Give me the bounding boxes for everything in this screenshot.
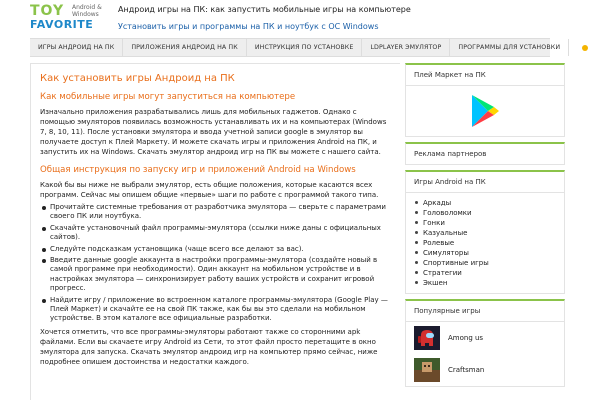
among-us-icon	[414, 326, 440, 350]
category-link[interactable]: Аркады	[414, 198, 556, 208]
article-paragraph: Какой бы вы ниже не выбрали эмулятор, есть общие положения, которые касаются всех программ. Сейчас мы опишем общие «первые» шаги по работе с программой такого типа.	[40, 181, 379, 199]
category-link[interactable]: Спортивные игры	[414, 258, 556, 268]
page-title: Как установить игры Андроид на ПК	[40, 73, 235, 84]
widget-title: Реклама партнеров	[414, 150, 487, 158]
category-link[interactable]: Головоломки	[414, 208, 556, 218]
widget-title: Игры Android на ПК	[406, 172, 564, 193]
games-widget	[405, 170, 565, 294]
main-nav	[30, 38, 561, 57]
craftsman-icon	[414, 358, 440, 382]
site-header	[0, 0, 600, 38]
list-item: Скачайте установочный файл программы-эмулятора (ссылки ниже даны с официальных сайтов).	[40, 224, 392, 243]
logo-subtitle-line1: Android &	[72, 4, 102, 11]
craftsman-thumbnail	[414, 358, 440, 382]
logo-favorite-text: FAVORITE	[30, 18, 94, 31]
logo-toy-text: TOY	[30, 3, 65, 19]
category-link[interactable]: Стратегии	[414, 268, 556, 278]
categories-list	[406, 193, 564, 293]
article-content	[30, 63, 400, 400]
section-heading-1: Как мобильные игры могут запуститься на компьютере	[40, 92, 296, 102]
category-link[interactable]: Гонки	[414, 218, 556, 228]
nav-item-ldplayer[interactable]: LDPLAYER ЭМУЛЯТОР	[362, 39, 450, 56]
category-link[interactable]: Симуляторы	[414, 248, 556, 258]
nav-item-android-apps[interactable]: ПРИЛОЖЕНИЯ АНДРОИД НА ПК	[123, 39, 247, 56]
list-item: Следуйте подсказкам установщика (чаще всего все делают за вас).	[40, 245, 392, 254]
game-title: Craftsman	[448, 366, 485, 374]
play-market-link[interactable]	[406, 86, 564, 136]
steps-list	[40, 203, 392, 324]
list-item: Введите данные google аккаунта в настройки программы-эмулятора (создайте новый в самой программе при необходимости). Один аккаунт на мобильном устройстве и в настройках эмулятора — синхронизирует работу ваших устройств и сохранит игровой прогресс.	[40, 256, 392, 294]
sidebar	[405, 63, 565, 392]
site-tagline: Андроид игры на ПК: как запустить мобильные игры на компьютере	[118, 5, 411, 14]
category-link[interactable]: Казуальные	[414, 228, 556, 238]
nav-item-programs[interactable]: ПРОГРАММЫ ДЛЯ УСТАНОВКИ	[450, 39, 569, 56]
nav-item-android-games[interactable]: ИГРЫ АНДРОИД НА ПК	[30, 39, 123, 56]
nav-item-instructions[interactable]: ИНСТРУКЦИЯ ПО УСТАНОВКЕ	[247, 39, 363, 56]
partners-widget	[405, 142, 565, 165]
logo-subtitle-line2: Windows	[72, 11, 99, 18]
widget-title: Популярные игры	[406, 301, 564, 322]
list-item: Прочитайте системные требования от разработчика эмулятора — сверьте с параметрами своего ПК или ноутбука.	[40, 203, 392, 222]
popular-game-item[interactable]	[406, 322, 564, 354]
site-logo[interactable]	[30, 3, 110, 35]
among-us-thumbnail	[414, 326, 440, 350]
logo-subtitle	[72, 4, 102, 18]
list-item: Найдите игру / приложение во встроенном каталоге программы-эмулятора (Google Play — Плей Маркет) и скачайте ее на свой ПК также, как бы вы это сделали на мобильном устройстве. В этом каталоге все официальные разработки.	[40, 296, 392, 324]
category-link[interactable]: Экшен	[414, 278, 556, 288]
article-paragraph: Изначально приложения разрабатывались лишь для мобильных гаджетов. Однако с помощью эмуляторов появилась возможность устанавливать их и на компьютерах (Windows 7, 8, 10, 11). После установки эмулятора и ввода учетной записи google в эмулятор вы получаете доступ к Плей Маркету. И можете скачать игры и приложения Android на ПК, и запустить их на Windows. Скачать эмулятор андроид игр на ПК вы можете с нашего сайта.	[40, 108, 387, 156]
section-heading-2: Общая инструкция по запуску игр и приложений Android на Windows	[40, 165, 356, 175]
google-play-icon	[470, 94, 500, 128]
popular-game-item[interactable]	[406, 354, 564, 386]
popular-games-widget	[405, 299, 565, 387]
widget-title: Плей Маркет на ПК	[406, 65, 564, 86]
article-paragraph: Хочется отметить, что все программы-эмуляторы работают также со сторонними apk файлами. Если вы скачаете игру Android из Сети, то этот файл просто перетащите в окно эмулятора для запуска. Скачать эмулятор андроид игр на компьютер прямо сейчас, ниже подробнее опишем достоинства и недостатки каждого.	[40, 327, 378, 366]
site-description-link[interactable]: Установить игры и программы на ПК и ноутбук с ОС Windows	[118, 22, 379, 31]
category-link[interactable]: Ролевые	[414, 238, 556, 248]
play-market-widget	[405, 63, 565, 137]
game-title: Among us	[448, 334, 484, 342]
